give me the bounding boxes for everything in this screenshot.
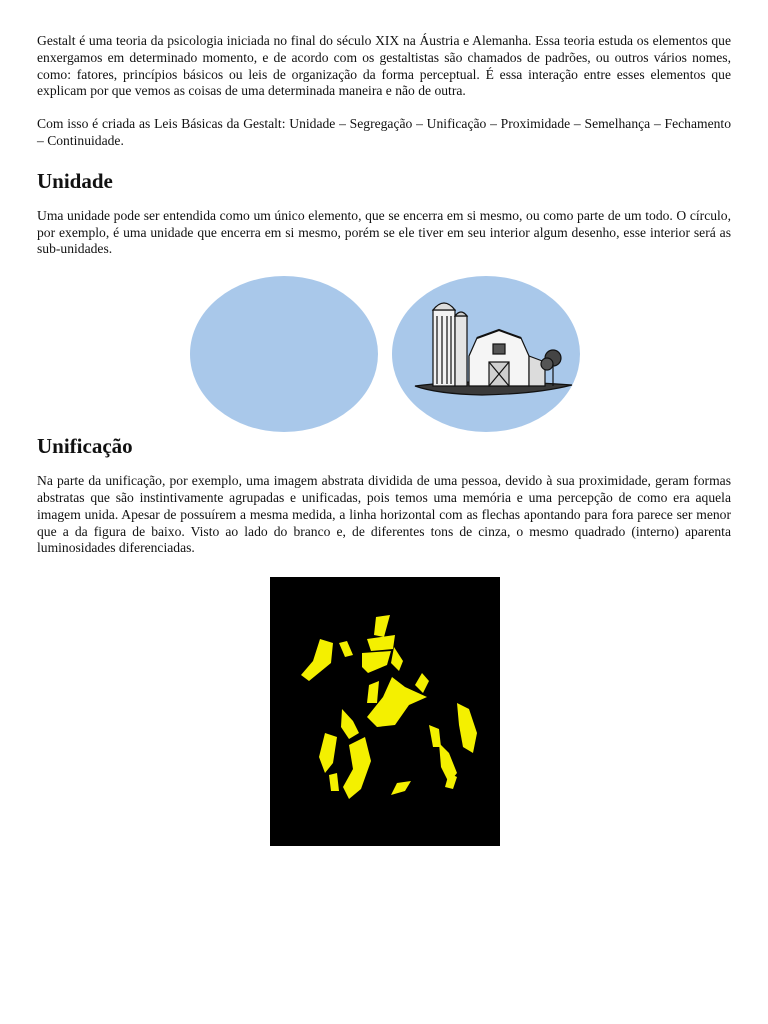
intro-paragraph-1: Gestalt é uma teoria da psicologia iniciada no final do século XIX na Áustria e Alemanha. Essa teoria estuda os elementos que enxergamos em determinado momento, e de acordo com os gestaltistas são chamados de padrões, ou outros vários nomes, como: fatores, princípios básicos ou leis de organização da forma perceptual. É essa interação entre esses elementos que explicam por que vemos as coisas de uma determinada maneira e não de outra. <box>37 33 731 99</box>
document-page <box>37 33 731 846</box>
section-heading-unidade: Unidade <box>37 168 113 193</box>
section-heading-unificacao: Unificação <box>37 434 133 459</box>
intro-paragraph-2: Com isso é criada as Leis Básicas da Gestalt: Unidade – Segregação – Unificação – Proximidade – Semelhança – Fechamento – Continuidade. <box>37 116 731 148</box>
unity-circles-illustration <box>37 258 731 433</box>
unification-rider-figure <box>37 577 731 846</box>
unidade-paragraph: Uma unidade pode ser entendida como um único elemento, que se encerra em si mesmo, ou como parte de um todo. O círculo, por exemplo, é uma unidade que encerra em si mesmo, porém se ele tiver em seu interior algum desenho, esse interior será as sub-unidades. <box>37 207 731 257</box>
abstract-rider-illustration <box>37 577 731 846</box>
unificacao-paragraph: Na parte da unificação, por exemplo, uma imagem abstrata dividida de uma pessoa, devido à sua proximidade, geram formas abstratas que são instintivamente agrupadas e unificadas, pois temos uma memória e uma percepção de como era aquela imagem unida. Apesar de possuírem a mesma medida, a linha horizontal com as flechas apontando para fora parece ser menor que a da figura de baixo. Visto ao lado do branco e, de diferentes tons de cinza, o mesmo quadrado (interno) aparenta luminosidades diferenciadas. <box>37 473 731 556</box>
unity-circles-figure <box>37 258 731 433</box>
plain-circle <box>190 276 378 432</box>
